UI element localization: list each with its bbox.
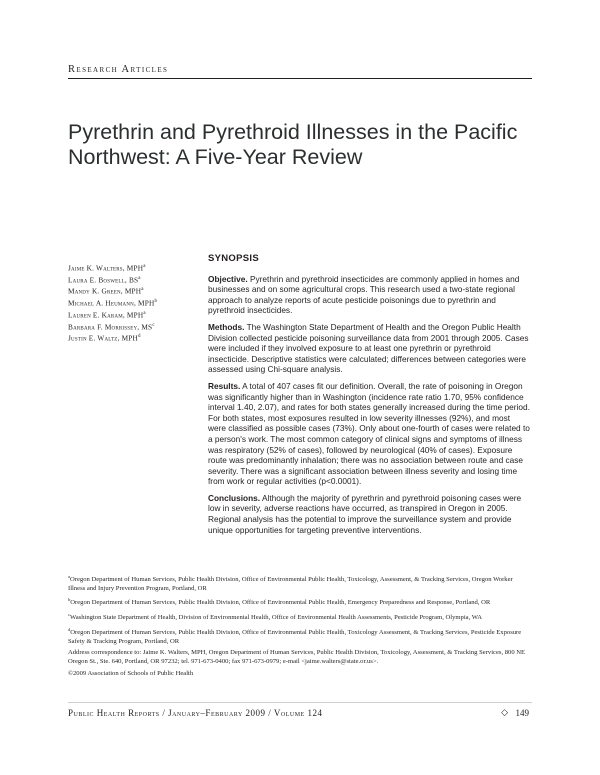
correspondence-note: Address correspondence to: Jaime K. Walters, MPH, Oregon Department of Human Services, Public Health Division, Toxicology, Assessment, & Tracking Services, 800 NE Oregon St., Ste. 640, Portland, OR 97232; tel. 971-673-0400; fax 971-673-0979; e-mail <jaime.walters@state.or.us>. (68, 649, 526, 665)
author-list (68, 262, 208, 344)
author-item: Mandy K. Green, MPH$^a$ (68, 286, 144, 296)
synopsis (208, 254, 530, 541)
conclusions-paragraph: Conclusions. Although the majority of pyrethrin and pyrethroid poisoning cases were low in severity, adverse reactions have occurred, as transpired in Oregon in 2005. Regional analysis has the potential to improve the surveillance system and provide unique opportunities for targeting preventive interventions. (208, 492, 522, 535)
methods-paragraph: Methods. The Washington State Department of Health and the Oregon Public Health Division collected pesticide poisoning surveillance data from 2001 through 2005. Cases were included if they involved exposure to at least one pyrethrin or pyrethroid insecticide. Descriptive statistics were calculated; differences between categories were assessed using Chi-square analysis. (208, 321, 529, 375)
affiliation-footnote: $^b$Oregon Department of Human Services, Public Health Division, Office of Environmental Public Health, Emergency Preparedness and Response, Portland, OR (68, 597, 491, 607)
diamond-icon: ◇ (501, 707, 508, 717)
affiliation-footnote: $^c$Washington State Department of Health, Division of Environmental Health, Office of Environmental Health Assessments, Pesticide Program, Olympia, WA (68, 612, 483, 622)
author-item: Laura E. Boswell, $BS^a$ (68, 275, 141, 285)
page-number: 149 (515, 708, 529, 718)
author-item: Jaime K. Walters, MPH$^a$ (68, 263, 146, 273)
affiliation-footnote: $^d$Oregon Department of Human Services, Public Health Division, Office of Environmental Public Health, Toxicology Assessment, & Tracking Services, Pesticide Exposure Safety & Tracking Program, Portland, OR (68, 626, 522, 645)
journal-footer: Public Health Reports / January–February 2009 / Volume 124 (68, 708, 323, 718)
affiliation-footnote: $^a$Oregon Department of Human Services, Public Health Division, Office of Environmental Public Health, Toxicology, Assessment, & Tracking Services, Oregon Worker Illness and Injury Prevention Program, Portland, OR (68, 574, 513, 592)
header-rule (68, 78, 532, 79)
author-item: Justin E. Waltz, MPH$^d$ (68, 333, 141, 343)
author-item: Michael A. Heumann, MPH$^b$ (68, 298, 158, 308)
copyright-note: ©2009 Association of Schools of Public Health (68, 669, 194, 677)
results-paragraph: Results. A total of 407 cases fit our definition. Overall, the rate of poisoning in Oregon was significantly higher than in Washington (incidence rate ratio 1.70, 95% confidence interval 1.40, 2.07), and rates for both states generally increased during the time period. For both states, most exposures resulted in low severity illnesses (92%), and most were classified as possible cases (73%). Only about one-fourth of cases were related to a person's work. The most common category of clinical signs and symptoms of illness was respiratory (52% of cases), followed by neurological (40% of cases). Exposure route was predominantly inhalation; there was no association between route and case severity. There was a significant association between illness severity and losing time from work or regular activities (p<0.0001). (208, 380, 530, 487)
footnotes (68, 573, 530, 681)
synopsis-heading: SYNOPSIS (208, 253, 259, 264)
footer-rule (68, 702, 532, 703)
article-title: Pyrethrin and Pyrethroid Illnesses in the Pacific Northwest: A Five-Year Review (68, 120, 518, 169)
objective-paragraph: Objective. Pyrethrin and pyrethroid insecticides are commonly applied in homes and businesses and on some agricultural crops. This research used a two-state regional approach to analyze reports of acute pesticide poisonings due to pyrethrin and pyrethroid insecticides. (208, 273, 520, 316)
author-item: Barbara F. Morrissey, $MS^c$ (68, 322, 155, 332)
section-label: Research Articles (68, 64, 169, 75)
author-item: Lauren E. Karam, MPH$^a$ (68, 310, 146, 320)
